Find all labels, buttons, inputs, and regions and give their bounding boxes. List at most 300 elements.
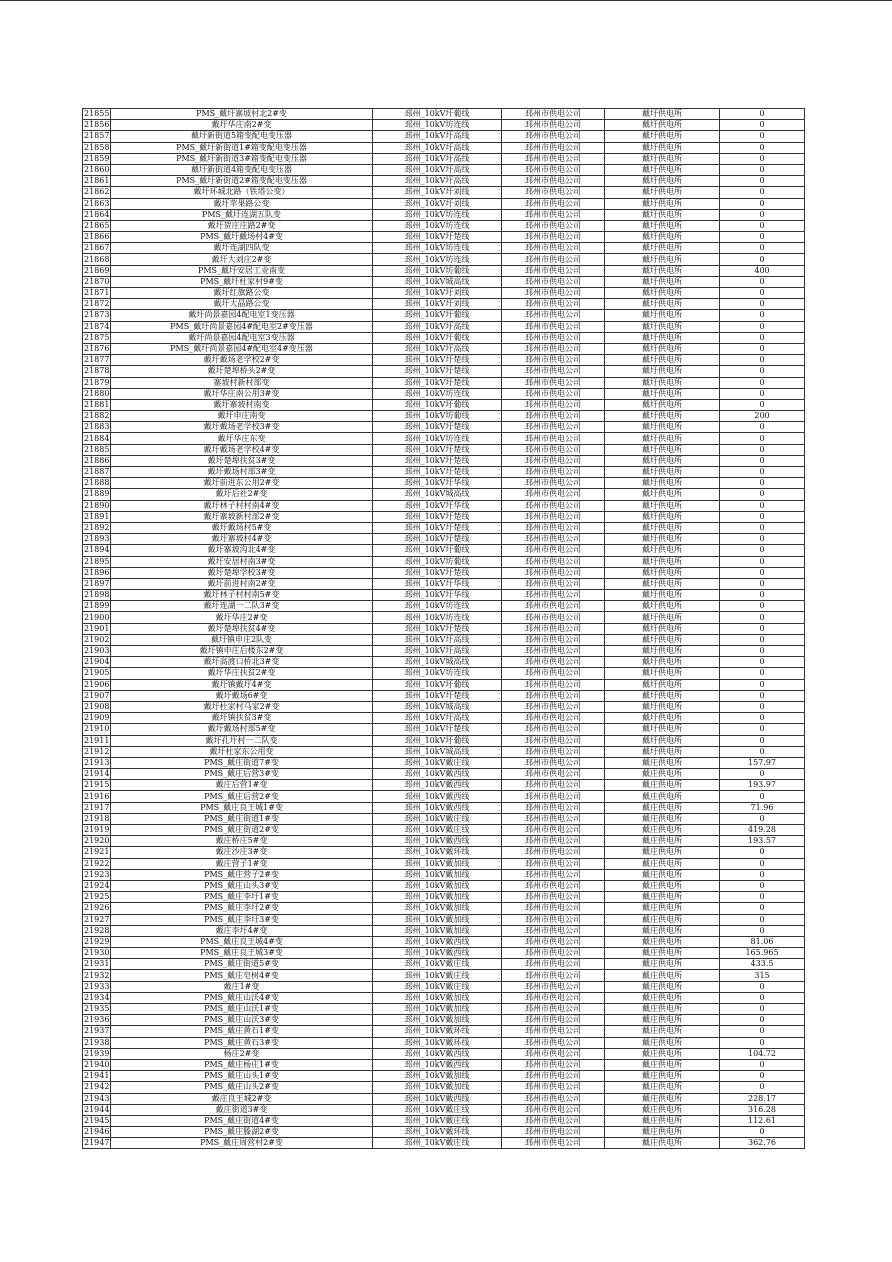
value-cell: 0 <box>720 556 805 567</box>
row-id-cell: 21861 <box>84 176 110 186</box>
company-cell: 邳州市供电公司 <box>502 646 605 657</box>
company-cell: 邳州市供电公司 <box>502 679 605 690</box>
value-cell: 0 <box>720 567 805 578</box>
line-name-cell: 邳州_10kV戴庄线 <box>373 1115 502 1126</box>
value-cell: 0 <box>720 601 805 612</box>
table-row <box>83 701 805 712</box>
table-row <box>83 1115 805 1126</box>
value-cell: 0 <box>720 679 805 690</box>
row-id-cell: 21904 <box>84 657 110 667</box>
station-cell: 戴庄供电所 <box>605 1104 720 1115</box>
table-row <box>83 399 805 410</box>
row-id-cell: 21891 <box>84 511 110 521</box>
line-name-cell: 邳州_10kV戴加线 <box>373 914 502 925</box>
table-row <box>83 735 805 746</box>
transformer-name-cell: PMS_戴圩安居工业南变 <box>111 265 373 276</box>
value-cell: 200 <box>720 411 805 422</box>
value-cell: 0 <box>720 500 805 511</box>
value-cell: 193.57 <box>720 836 805 847</box>
value-cell: 0 <box>720 455 805 466</box>
company-cell: 邳州市供电公司 <box>502 254 605 265</box>
line-name-cell: 邳州_10kV戴环线 <box>373 1037 502 1048</box>
transformer-name-cell: 戴圩连湖一二队3#变 <box>111 601 373 612</box>
transformer-name-cell: PMS_戴圩新街道2#箱变配电变压器 <box>111 176 373 187</box>
station-cell: 戴圩供电所 <box>605 120 720 131</box>
line-name-cell: 邳州_10kV圩高线 <box>373 176 502 187</box>
station-cell: 戴圩供电所 <box>605 288 720 299</box>
table-row <box>83 634 805 645</box>
station-cell: 戴圩供电所 <box>605 690 720 701</box>
line-name-cell: 邳州_10kV戴加线 <box>373 880 502 891</box>
table-row <box>83 556 805 567</box>
row-id-cell: 21858 <box>84 142 110 152</box>
line-name-cell: 邳州_10kV戴西线 <box>373 836 502 847</box>
line-name-cell: 邳州_10kV圩华线 <box>373 478 502 489</box>
station-cell: 戴庄供电所 <box>605 847 720 858</box>
line-name-cell: 邳州_10kV圩楚线 <box>373 455 502 466</box>
value-cell: 112.61 <box>720 1115 805 1126</box>
value-cell: 0 <box>720 209 805 220</box>
value-cell: 0 <box>720 276 805 287</box>
station-cell: 戴圩供电所 <box>605 657 720 668</box>
station-cell: 戴庄供电所 <box>605 858 720 869</box>
row-id-cell: 21944 <box>84 1104 110 1114</box>
row-id-cell: 21882 <box>84 411 110 421</box>
value-cell: 0 <box>720 120 805 131</box>
row-id-cell: 21915 <box>84 780 110 790</box>
line-name-cell: 邳州_10kV圩葡线 <box>373 545 502 556</box>
station-cell: 戴庄供电所 <box>605 1127 720 1138</box>
transformer-name-cell: 戴圩楚埠扶贫4#变 <box>111 623 373 634</box>
transformer-name-cell: 戴圩镇申庄2队变 <box>111 634 373 645</box>
row-id-cell: 21859 <box>84 153 110 163</box>
company-cell: 邳州市供电公司 <box>502 556 605 567</box>
station-cell: 戴圩供电所 <box>605 164 720 175</box>
table-row <box>83 388 805 399</box>
transformer-name-cell: 戴庄街道3#变 <box>111 1104 373 1115</box>
transformer-name-cell: 戴圩戴场村5#变 <box>111 522 373 533</box>
company-cell: 邳州市供电公司 <box>502 343 605 354</box>
station-cell: 戴庄供电所 <box>605 903 720 914</box>
company-cell: 邳州市供电公司 <box>502 724 605 735</box>
value-cell: 0 <box>720 377 805 388</box>
transformer-name-cell: 戴圩后社2#变 <box>111 489 373 500</box>
company-cell: 邳州市供电公司 <box>502 936 605 947</box>
row-id-cell: 21931 <box>84 959 110 969</box>
company-cell: 邳州市供电公司 <box>502 1071 605 1082</box>
value-cell: 0 <box>720 444 805 455</box>
company-cell: 邳州市供电公司 <box>502 981 605 992</box>
company-cell: 邳州市供电公司 <box>502 209 605 220</box>
station-cell: 戴庄供电所 <box>605 780 720 791</box>
station-cell: 戴庄供电所 <box>605 825 720 836</box>
table-row <box>83 254 805 265</box>
row-id-cell: 21907 <box>84 690 110 700</box>
line-name-cell: 邳州_10kV圩楚线 <box>373 422 502 433</box>
transformer-name-cell: 戴圩杜家村马家2#变 <box>111 701 373 712</box>
value-cell: 0 <box>720 869 805 880</box>
line-name-cell: 邳州_10kV坊连线 <box>373 120 502 131</box>
line-name-cell: 邳州_10kV圩高线 <box>373 153 502 164</box>
company-cell: 邳州市供电公司 <box>502 690 605 701</box>
table-row <box>83 657 805 668</box>
row-id-cell: 21924 <box>84 881 110 891</box>
table-row <box>83 164 805 175</box>
line-name-cell: 邳州_10kV戴西线 <box>373 780 502 791</box>
station-cell: 戴圩供电所 <box>605 187 720 198</box>
value-cell: 71.96 <box>720 802 805 813</box>
table-row <box>83 478 805 489</box>
table-row <box>83 914 805 925</box>
value-cell: 0 <box>720 858 805 869</box>
row-id-cell: 21888 <box>84 478 110 488</box>
table-row <box>83 970 805 981</box>
table-row <box>83 411 805 422</box>
transformer-name-cell: PMS_戴圩连湖五队变 <box>111 209 373 220</box>
row-id-cell: 21860 <box>84 165 110 175</box>
line-name-cell: 邳州_10kV坊连线 <box>373 433 502 444</box>
station-cell: 戴圩供电所 <box>605 176 720 187</box>
table-row <box>83 444 805 455</box>
transformer-name-cell: PMS_戴庄山沃3#变 <box>111 1015 373 1026</box>
table-row <box>83 299 805 310</box>
table-row <box>83 757 805 768</box>
station-cell: 戴庄供电所 <box>605 1037 720 1048</box>
value-cell: 0 <box>720 220 805 231</box>
transformer-name-cell: 戴圩楚埠扶贫3#变 <box>111 455 373 466</box>
row-id-cell: 21916 <box>84 791 110 801</box>
value-cell: 0 <box>720 478 805 489</box>
line-name-cell: 邳州_10kV圩刘线 <box>373 299 502 310</box>
transformer-name-cell: 戴圩戴场村部3#变 <box>111 467 373 478</box>
transformer-name-cell: 戴庄良王城2#变 <box>111 1093 373 1104</box>
station-cell: 戴圩供电所 <box>605 534 720 545</box>
station-cell: 戴圩供电所 <box>605 109 720 120</box>
line-name-cell: 邳州_10kV戴加线 <box>373 1071 502 1082</box>
line-name-cell: 邳州_10kV戴庄线 <box>373 959 502 970</box>
transformer-name-cell: PMS_戴庄良王城3#变 <box>111 948 373 959</box>
station-cell: 戴圩供电所 <box>605 209 720 220</box>
transformer-name-cell: PMS_戴庄李圩1#变 <box>111 892 373 903</box>
transformer-name-cell: 戴圩戴场6#变 <box>111 690 373 701</box>
row-id-cell: 21878 <box>84 366 110 376</box>
line-name-cell: 邳州_10kV坊连线 <box>373 668 502 679</box>
row-id-cell: 21893 <box>84 534 110 544</box>
value-cell: 0 <box>720 332 805 343</box>
value-cell: 165.965 <box>720 948 805 959</box>
station-cell: 戴圩供电所 <box>605 153 720 164</box>
company-cell: 邳州市供电公司 <box>502 276 605 287</box>
station-cell: 戴圩供电所 <box>605 735 720 746</box>
transformer-name-cell: 戴圩杜家东公用变 <box>111 746 373 757</box>
company-cell: 邳州市供电公司 <box>502 914 605 925</box>
station-cell: 戴圩供电所 <box>605 321 720 332</box>
value-cell: 0 <box>720 254 805 265</box>
company-cell: 邳州市供电公司 <box>502 858 605 869</box>
station-cell: 戴庄供电所 <box>605 1048 720 1059</box>
row-id-cell: 21872 <box>84 299 110 309</box>
row-id-cell: 21894 <box>84 545 110 555</box>
value-cell: 0 <box>720 1015 805 1026</box>
table-row <box>83 858 805 869</box>
station-cell: 戴圩供电所 <box>605 276 720 287</box>
value-cell: 0 <box>720 1059 805 1070</box>
station-cell: 戴圩供电所 <box>605 343 720 354</box>
station-cell: 戴庄供电所 <box>605 757 720 768</box>
line-name-cell: 邳州_10kV戴庄线 <box>373 813 502 824</box>
company-cell: 邳州市供电公司 <box>502 869 605 880</box>
transformer-name-cell: PMS_戴庄后营3#变 <box>111 769 373 780</box>
value-cell: 0 <box>720 1004 805 1015</box>
row-id-cell: 21880 <box>84 388 110 398</box>
table-row <box>83 220 805 231</box>
line-name-cell: 邳州_10kV戴庄线 <box>373 970 502 981</box>
company-cell: 邳州市供电公司 <box>502 243 605 254</box>
value-cell: 0 <box>720 746 805 757</box>
company-cell: 邳州市供电公司 <box>502 959 605 970</box>
transformer-name-cell: PMS_戴庄山沃4#变 <box>111 992 373 1003</box>
row-id-cell: 21927 <box>84 914 110 924</box>
station-cell: 戴圩供电所 <box>605 444 720 455</box>
row-id-cell: 21870 <box>84 276 110 286</box>
table-row <box>83 925 805 936</box>
table-row <box>83 187 805 198</box>
value-cell: 0 <box>720 433 805 444</box>
company-cell: 邳州市供电公司 <box>502 1004 605 1015</box>
value-cell: 104.72 <box>720 1048 805 1059</box>
transformer-name-cell: PMS_戴庄黄石1#变 <box>111 1026 373 1037</box>
company-cell: 邳州市供电公司 <box>502 892 605 903</box>
table-row <box>83 802 805 813</box>
company-cell: 邳州市供电公司 <box>502 131 605 142</box>
station-cell: 戴圩供电所 <box>605 713 720 724</box>
line-name-cell: 邳州_10kV圩葡线 <box>373 332 502 343</box>
value-cell: 81.06 <box>720 936 805 947</box>
table-row <box>83 1127 805 1138</box>
table-row <box>83 332 805 343</box>
line-name-cell: 邳州_10kV戴环线 <box>373 1026 502 1037</box>
row-id-cell: 21886 <box>84 455 110 465</box>
line-name-cell: 邳州_10kV圩葡线 <box>373 679 502 690</box>
value-cell: 0 <box>720 1127 805 1138</box>
value-cell: 433.5 <box>720 959 805 970</box>
transformer-name-cell: 戴圩孔圩村一二队变 <box>111 735 373 746</box>
company-cell: 邳州市供电公司 <box>502 220 605 231</box>
station-cell: 戴圩供电所 <box>605 646 720 657</box>
table-row <box>83 567 805 578</box>
station-cell: 戴圩供电所 <box>605 198 720 209</box>
company-cell: 邳州市供电公司 <box>502 578 605 589</box>
station-cell: 戴圩供电所 <box>605 668 720 679</box>
transformer-name-cell: PMS_戴圩新街道1#箱变配电变压器 <box>111 142 373 153</box>
value-cell: 0 <box>720 176 805 187</box>
station-cell: 戴圩供电所 <box>605 567 720 578</box>
transformer-name-cell: PMS_戴庄山沃1#变 <box>111 1004 373 1015</box>
transformer-name-cell: 戴圩镇申庄后楼东2#变 <box>111 646 373 657</box>
company-cell: 邳州市供电公司 <box>502 735 605 746</box>
row-id-cell: 21906 <box>84 679 110 689</box>
value-cell: 0 <box>720 690 805 701</box>
company-cell: 邳州市供电公司 <box>502 187 605 198</box>
line-name-cell: 邳州_10kV坊连线 <box>373 612 502 623</box>
value-cell: 0 <box>720 892 805 903</box>
table-row <box>83 578 805 589</box>
line-name-cell: 邳州_10kV坊连线 <box>373 209 502 220</box>
company-cell: 邳州市供电公司 <box>502 545 605 556</box>
row-id-cell: 21935 <box>84 1004 110 1014</box>
table-row <box>83 534 805 545</box>
transformer-name-cell: 戴庄营子1#变 <box>111 858 373 869</box>
value-cell: 0 <box>720 288 805 299</box>
row-id-cell: 21862 <box>84 187 110 197</box>
company-cell: 邳州市供电公司 <box>502 825 605 836</box>
station-cell: 戴圩供电所 <box>605 612 720 623</box>
company-cell: 邳州市供电公司 <box>502 880 605 891</box>
transformer-name-cell: 戴圩大刘庄2#变 <box>111 254 373 265</box>
row-id-cell: 21930 <box>84 948 110 958</box>
row-id-cell: 21866 <box>84 232 110 242</box>
transformer-name-cell: 戴庄桥庄5#变 <box>111 836 373 847</box>
company-cell: 邳州市供电公司 <box>502 299 605 310</box>
company-cell: 邳州市供电公司 <box>502 601 605 612</box>
station-cell: 戴庄供电所 <box>605 1115 720 1126</box>
table-row <box>83 791 805 802</box>
station-cell: 戴庄供电所 <box>605 869 720 880</box>
table-row <box>83 1093 805 1104</box>
transformer-name-cell: PMS_戴庄皂树4#变 <box>111 970 373 981</box>
station-cell: 戴庄供电所 <box>605 1026 720 1037</box>
row-id-cell: 21933 <box>84 981 110 991</box>
station-cell: 戴庄供电所 <box>605 948 720 959</box>
company-cell: 邳州市供电公司 <box>502 657 605 668</box>
value-cell: 0 <box>720 545 805 556</box>
row-id-cell: 21939 <box>84 1048 110 1058</box>
row-id-cell: 21910 <box>84 724 110 734</box>
company-cell: 邳州市供电公司 <box>502 948 605 959</box>
row-id-cell: 21899 <box>84 601 110 611</box>
company-cell: 邳州市供电公司 <box>502 802 605 813</box>
line-name-cell: 邳州_10kV城高线 <box>373 657 502 668</box>
line-name-cell: 邳州_10kV圩葡线 <box>373 109 502 120</box>
company-cell: 邳州市供电公司 <box>502 1026 605 1037</box>
company-cell: 邳州市供电公司 <box>502 970 605 981</box>
line-name-cell: 邳州_10kV圩高线 <box>373 713 502 724</box>
table-row <box>83 522 805 533</box>
transformer-name-cell: PMS_戴庄山头1#变 <box>111 1071 373 1082</box>
station-cell: 戴庄供电所 <box>605 1093 720 1104</box>
company-cell: 邳州市供电公司 <box>502 634 605 645</box>
company-cell: 邳州市供电公司 <box>502 232 605 243</box>
table-row <box>83 467 805 478</box>
row-id-cell: 21884 <box>84 433 110 443</box>
transformer-name-cell: 戴圩寨坡村南变 <box>111 399 373 410</box>
line-name-cell: 邳州_10kV坊连线 <box>373 254 502 265</box>
value-cell: 0 <box>720 355 805 366</box>
line-name-cell: 邳州_10kV戴庄线 <box>373 825 502 836</box>
value-cell: 0 <box>720 187 805 198</box>
table-row <box>83 433 805 444</box>
company-cell: 邳州市供电公司 <box>502 500 605 511</box>
line-name-cell: 邳州_10kV戴西线 <box>373 802 502 813</box>
company-cell: 邳州市供电公司 <box>502 701 605 712</box>
transformer-name-cell: 戴圩戴场老学校4#变 <box>111 444 373 455</box>
value-cell: 0 <box>720 769 805 780</box>
row-id-cell: 21869 <box>84 265 110 275</box>
company-cell: 邳州市供电公司 <box>502 567 605 578</box>
company-cell: 邳州市供电公司 <box>502 769 605 780</box>
line-name-cell: 邳州_10kV坊连线 <box>373 601 502 612</box>
table-row <box>83 120 805 131</box>
row-id-cell: 21938 <box>84 1037 110 1047</box>
value-cell: 0 <box>720 724 805 735</box>
transformer-name-cell: PMS_戴圩尚景嘉园4#配电室4#变压器 <box>111 343 373 354</box>
value-cell: 157.97 <box>720 757 805 768</box>
value-cell: 0 <box>720 399 805 410</box>
station-cell: 戴圩供电所 <box>605 500 720 511</box>
row-id-cell: 21883 <box>84 422 110 432</box>
row-id-cell: 21941 <box>84 1071 110 1081</box>
row-id-cell: 21877 <box>84 355 110 365</box>
row-id-cell: 21865 <box>84 220 110 230</box>
transformer-name-cell: PMS_戴庄李圩2#变 <box>111 903 373 914</box>
company-cell: 邳州市供电公司 <box>502 1037 605 1048</box>
value-cell: 0 <box>720 880 805 891</box>
table-row <box>83 511 805 522</box>
transformer-name-cell: 戴圩申庄南变 <box>111 411 373 422</box>
row-id-cell: 21911 <box>84 735 110 745</box>
transformer-name-cell: 戴圩楚埠学校3#变 <box>111 567 373 578</box>
value-cell: 0 <box>720 343 805 354</box>
line-name-cell: 邳州_10kV圩楚线 <box>373 377 502 388</box>
row-id-cell: 21922 <box>84 858 110 868</box>
value-cell: 0 <box>720 489 805 500</box>
company-cell: 邳州市供电公司 <box>502 164 605 175</box>
line-name-cell: 邳州_10kV圩高线 <box>373 634 502 645</box>
value-cell: 0 <box>720 623 805 634</box>
table-row <box>83 869 805 880</box>
station-cell: 戴圩供电所 <box>605 545 720 556</box>
value-cell: 0 <box>720 467 805 478</box>
table-row <box>83 880 805 891</box>
line-name-cell: 邳州_10kV戴加线 <box>373 869 502 880</box>
transformer-name-cell: 戴圩苹果路公变 <box>111 198 373 209</box>
company-cell: 邳州市供电公司 <box>502 836 605 847</box>
table-row <box>83 903 805 914</box>
station-cell: 戴圩供电所 <box>605 131 720 142</box>
line-name-cell: 邳州_10kV戴加线 <box>373 892 502 903</box>
table-row <box>83 109 805 120</box>
transformer-name-cell: PMS_戴庄良王城1#变 <box>111 802 373 813</box>
station-cell: 戴庄供电所 <box>605 791 720 802</box>
table-row <box>83 746 805 757</box>
table-row <box>83 1071 805 1082</box>
value-cell: 0 <box>720 243 805 254</box>
line-name-cell: 邳州_10kV圩楚线 <box>373 724 502 735</box>
transformer-name-cell: 戴圩尚景嘉园4配电室1变压器 <box>111 310 373 321</box>
table-row <box>83 1059 805 1070</box>
station-cell: 戴圩供电所 <box>605 601 720 612</box>
station-cell: 戴圩供电所 <box>605 377 720 388</box>
value-cell: 0 <box>720 388 805 399</box>
line-name-cell: 邳州_10kV圩刘线 <box>373 187 502 198</box>
transformer-name-cell: PMS_戴圩戴场村4#变 <box>111 232 373 243</box>
row-id-cell: 21867 <box>84 243 110 253</box>
transformer-name-cell: 戴圩寨坡村4#变 <box>111 534 373 545</box>
company-cell: 邳州市供电公司 <box>502 388 605 399</box>
table-row <box>83 1004 805 1015</box>
station-cell: 戴圩供电所 <box>605 265 720 276</box>
transformer-name-cell: PMS_戴庄滕湖2#变 <box>111 1127 373 1138</box>
